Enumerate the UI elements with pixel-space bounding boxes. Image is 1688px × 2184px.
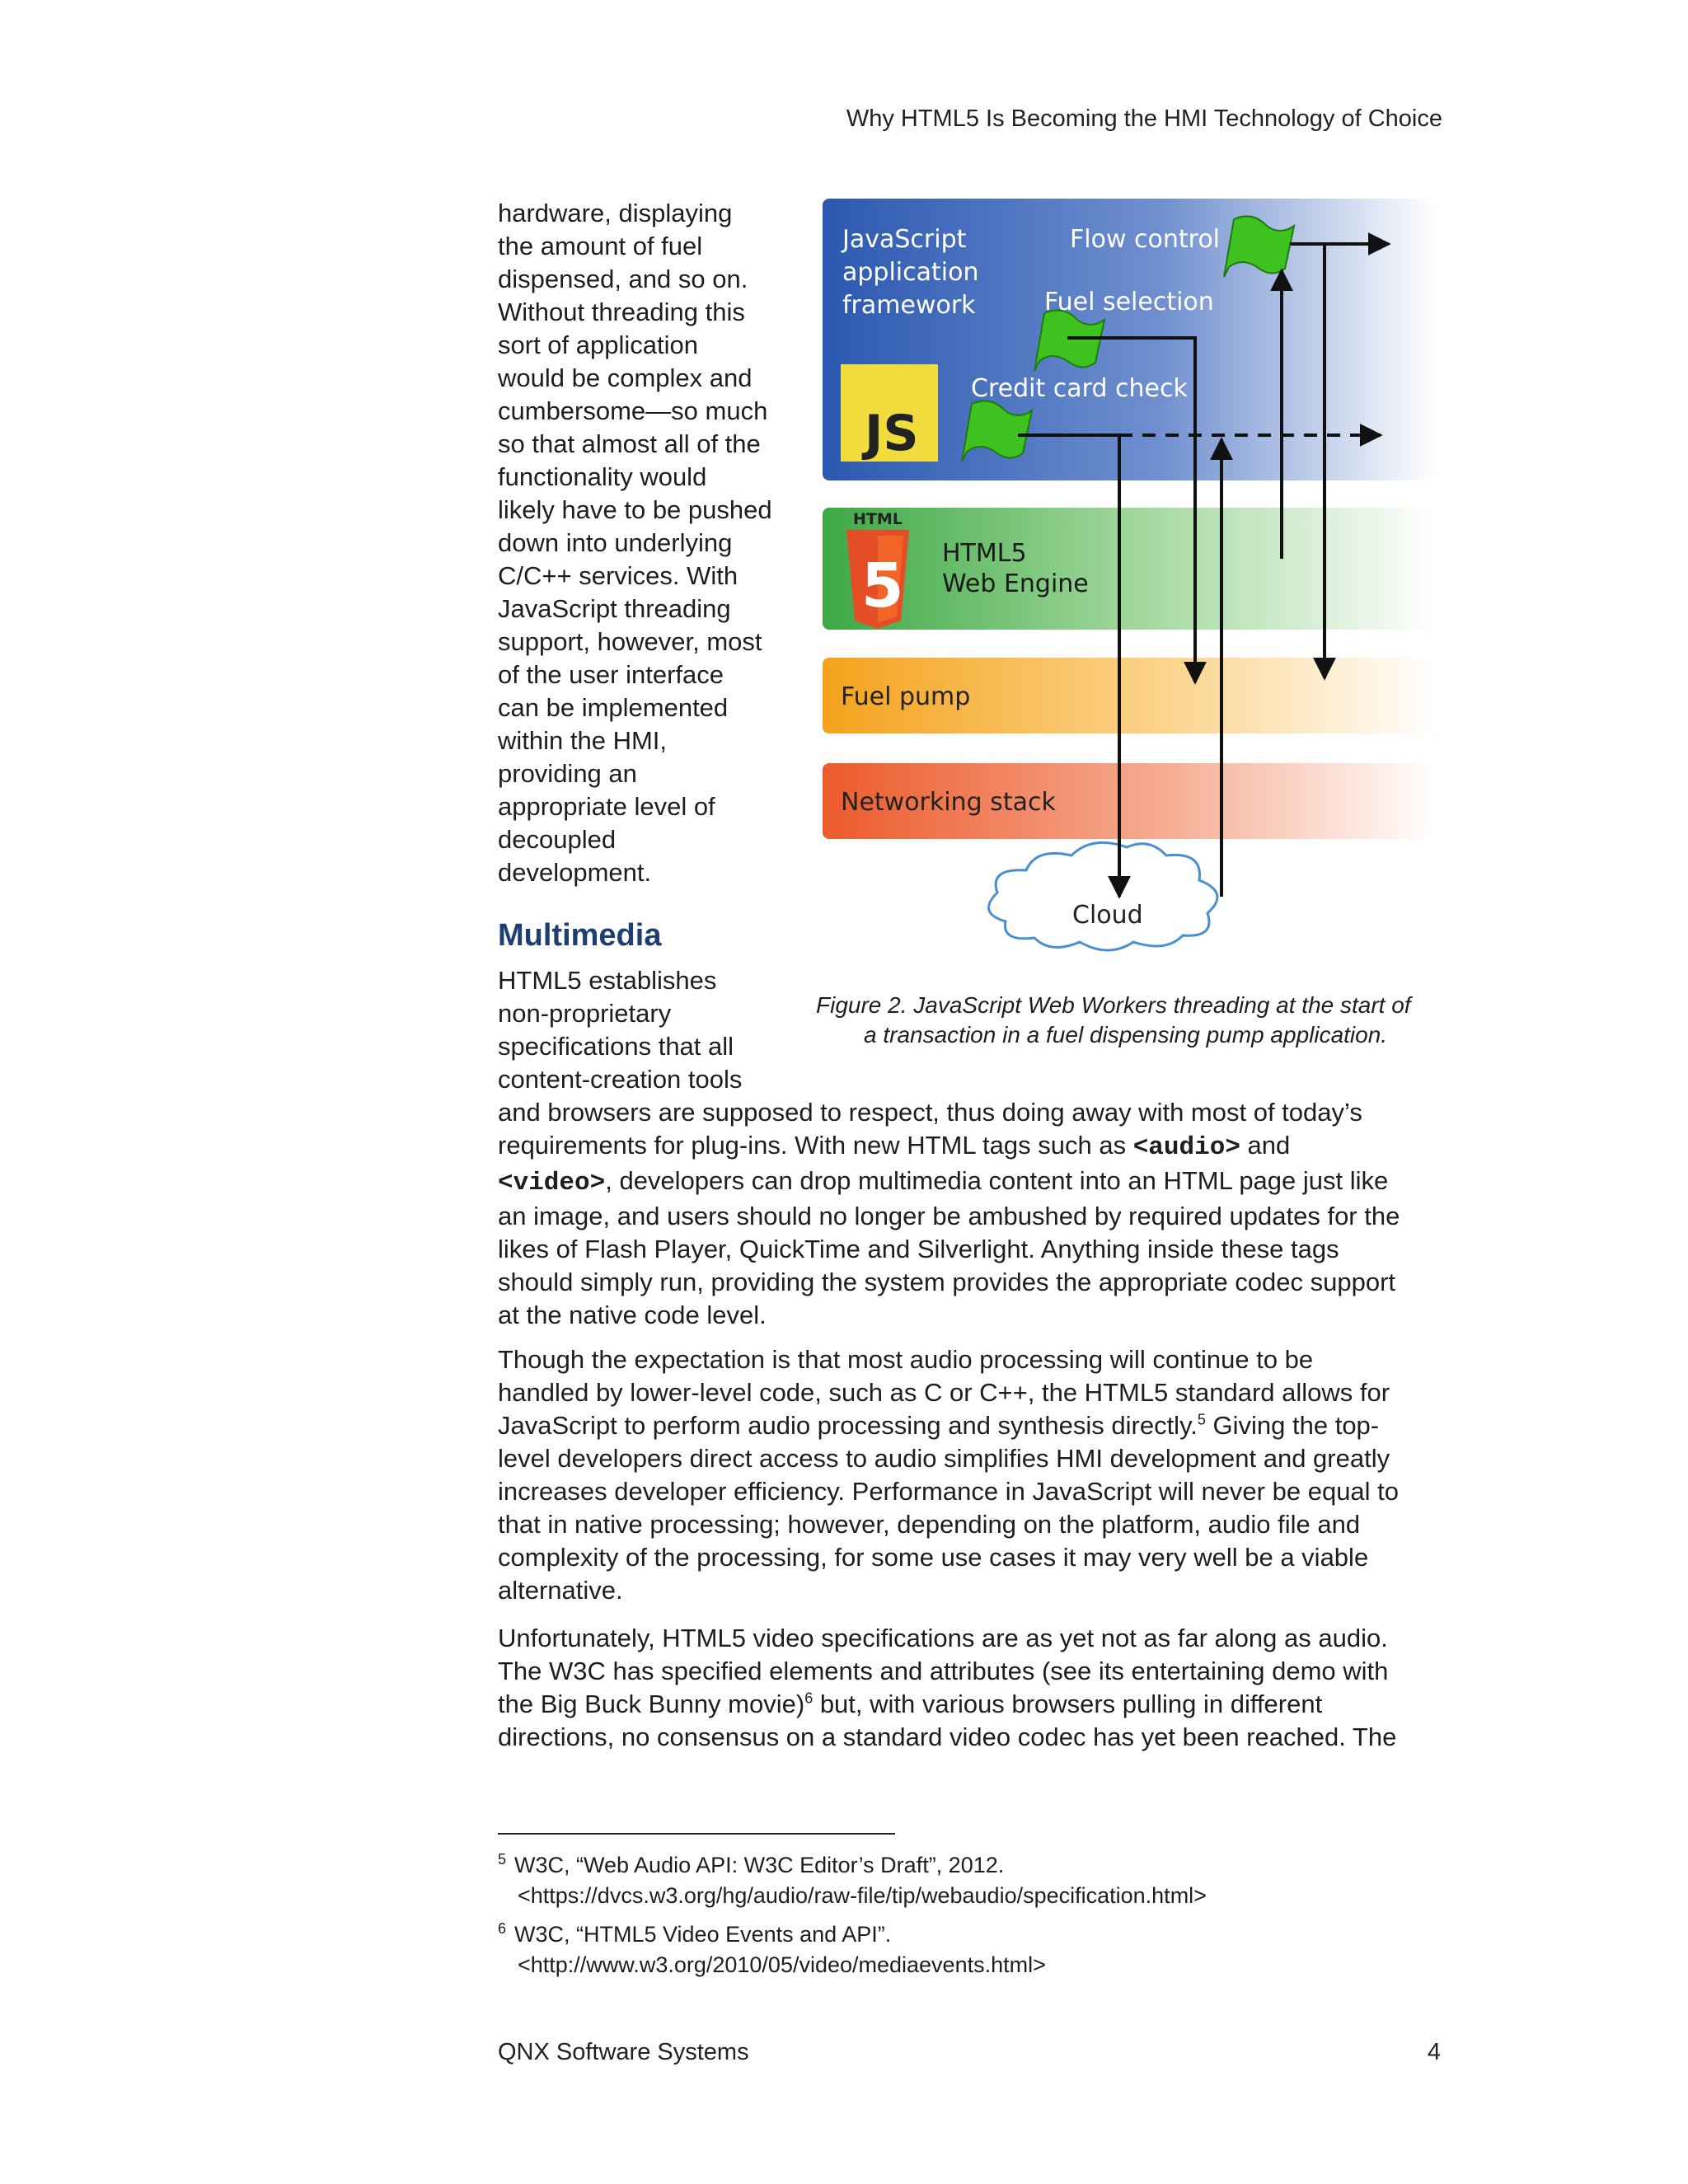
text-line: complexity of the processing, for some use cases it may very well be a viable xyxy=(498,1543,1369,1572)
text-line: directions, no consensus on a standard video codec has yet been reached. The xyxy=(498,1722,1397,1751)
text-line: likes of Flash Player, QuickTime and Silverlight. Anything inside these tags xyxy=(498,1235,1339,1263)
js-framework-label: JavaScript application framework xyxy=(842,225,979,320)
text-line: an image, and users should no longer be ambushed by required updates for the xyxy=(498,1202,1400,1230)
multimedia-paragraph-2 xyxy=(498,1343,1446,1607)
text-line: cumbersome—so much xyxy=(498,396,768,425)
cloud-icon xyxy=(989,842,1217,950)
js-logo-icon xyxy=(841,364,938,462)
section-heading: Multimedia xyxy=(498,918,662,953)
networking-stack-label: Networking stack xyxy=(841,788,1056,817)
architecture-figure xyxy=(820,196,1438,975)
fuel-selection-label: Fuel selection xyxy=(1044,288,1214,316)
figure-caption xyxy=(816,991,1451,1050)
text-line: specifications that all xyxy=(498,1032,734,1061)
text-line: at the native code level. xyxy=(498,1301,767,1329)
multimedia-paragraph-1 xyxy=(498,1096,1446,1332)
text-line: requirements for plug-ins. With new HTML tags such as <audio> and xyxy=(498,1131,1291,1162)
text-line: alternative. xyxy=(498,1576,623,1605)
text-line: of the user interface xyxy=(498,660,724,689)
text-line: hardware, displaying xyxy=(498,199,733,227)
multimedia-narrow-lines xyxy=(498,964,795,1096)
svg-text:JS: JS xyxy=(865,405,919,462)
text-line: development. xyxy=(498,858,652,887)
text-line: functionality would xyxy=(498,462,707,491)
audio-tag-code: <audio> xyxy=(1132,1133,1240,1162)
fuel-pump-label: Fuel pump xyxy=(841,682,971,711)
footnote-number: 5 xyxy=(498,1851,507,1868)
text-line: handled by lower-level code, such as C or C++, the HTML5 standard allows for xyxy=(498,1378,1390,1407)
text-line: providing an xyxy=(498,759,637,788)
video-tag-code: <video> xyxy=(498,1169,606,1197)
footnote-url[interactable]: <http://www.w3.org/2010/05/video/mediaevents.html> xyxy=(518,1952,1046,1977)
svg-text:HTML: HTML xyxy=(853,510,903,528)
text-line: The W3C has specified elements and attributes (see its entertaining demo with xyxy=(498,1657,1389,1685)
running-header: Why HTML5 Is Becoming the HMI Technology of Choice xyxy=(846,105,1442,132)
text-line: the amount of fuel xyxy=(498,232,703,260)
text-line: can be implemented xyxy=(498,693,729,722)
text-line: JavaScript to perform audio processing and synthesis directly.$^5$ Giving the top- xyxy=(498,1411,1380,1440)
footnote-divider xyxy=(498,1833,895,1835)
text-line: should simply run, providing the system provides the appropriate codec support xyxy=(498,1268,1396,1296)
caption-line: a transaction in a fuel dispensing pump application. xyxy=(864,1022,1388,1047)
text-line: so that almost all of the xyxy=(498,429,761,458)
text-line: C/C++ services. With xyxy=(498,561,738,590)
text-line: dispensed, and so on. xyxy=(498,265,748,293)
text-line: would be complex and xyxy=(498,363,753,392)
intro-paragraph xyxy=(498,197,795,889)
caption-line: Figure 2. JavaScript Web Workers threading at the start of xyxy=(816,992,1411,1018)
page-number: 4 xyxy=(1427,2039,1441,2065)
html5-engine-label: HTML5 Web Engine xyxy=(942,539,1089,598)
footnote-number: 6 xyxy=(498,1920,507,1937)
footnote-url[interactable]: <https://dvcs.w3.org/hg/audio/raw-file/tip/webaudio/specification.html> xyxy=(518,1883,1207,1908)
text-line: that in native processing; however, depending on the platform, audio file and xyxy=(498,1510,1361,1539)
text-line: appropriate level of xyxy=(498,792,715,821)
text-line: within the HMI, xyxy=(498,726,668,755)
text-line: content-creation tools xyxy=(498,1065,743,1094)
text-line: JavaScript threading xyxy=(498,594,731,623)
text-line: sort of application xyxy=(498,330,698,359)
text-line: and browsers are supposed to respect, thus doing away with most of today’s xyxy=(498,1098,1362,1127)
footnote-ref[interactable]: 6 xyxy=(804,1690,814,1707)
text-line: level developers direct access to audio simplifies HMI development and greatly xyxy=(498,1444,1390,1473)
text-line: Though the expectation is that most audio processing will continue to be xyxy=(498,1345,1314,1374)
footnote-ref[interactable]: 5 xyxy=(1197,1411,1206,1428)
cloud-label: Cloud xyxy=(1072,901,1143,930)
flow-control-label: Flow control xyxy=(1070,225,1221,254)
text-line: the Big Buck Bunny movie)$^6$ but, with various browsers pulling in different xyxy=(498,1690,1323,1718)
html5-logo-icon xyxy=(846,510,909,629)
text-line: decoupled xyxy=(498,825,617,854)
footnote-text: W3C, “HTML5 Video Events and API”. xyxy=(514,1922,892,1947)
multimedia-paragraph-3 xyxy=(498,1622,1446,1754)
text-line: increases developer efficiency. Performance in JavaScript will never be equal to xyxy=(498,1477,1400,1506)
text-line: <video>, developers can drop multimedia content into an HTML page just like xyxy=(498,1166,1389,1197)
footnote xyxy=(498,1914,1404,1980)
text-line: likely have to be pushed xyxy=(498,495,772,524)
text-line: down into underlying xyxy=(498,528,733,557)
text-line: Unfortunately, HTML5 video specifications are as yet not as far along as audio. xyxy=(498,1624,1388,1652)
svg-text:5: 5 xyxy=(861,551,904,621)
text-line: support, however, most xyxy=(498,627,762,656)
html5-engine-band xyxy=(823,508,1437,630)
text-line: HTML5 establishes xyxy=(498,966,717,995)
credit-card-check-label: Credit card check xyxy=(971,374,1188,403)
text-line: Without threading this xyxy=(498,298,745,326)
footer-company: QNX Software Systems xyxy=(498,2039,749,2065)
footnote xyxy=(498,1844,1404,1911)
text-line: non-proprietary xyxy=(498,999,672,1028)
footnote-text: W3C, “Web Audio API: W3C Editor’s Draft”, 2012. xyxy=(514,1853,1005,1877)
